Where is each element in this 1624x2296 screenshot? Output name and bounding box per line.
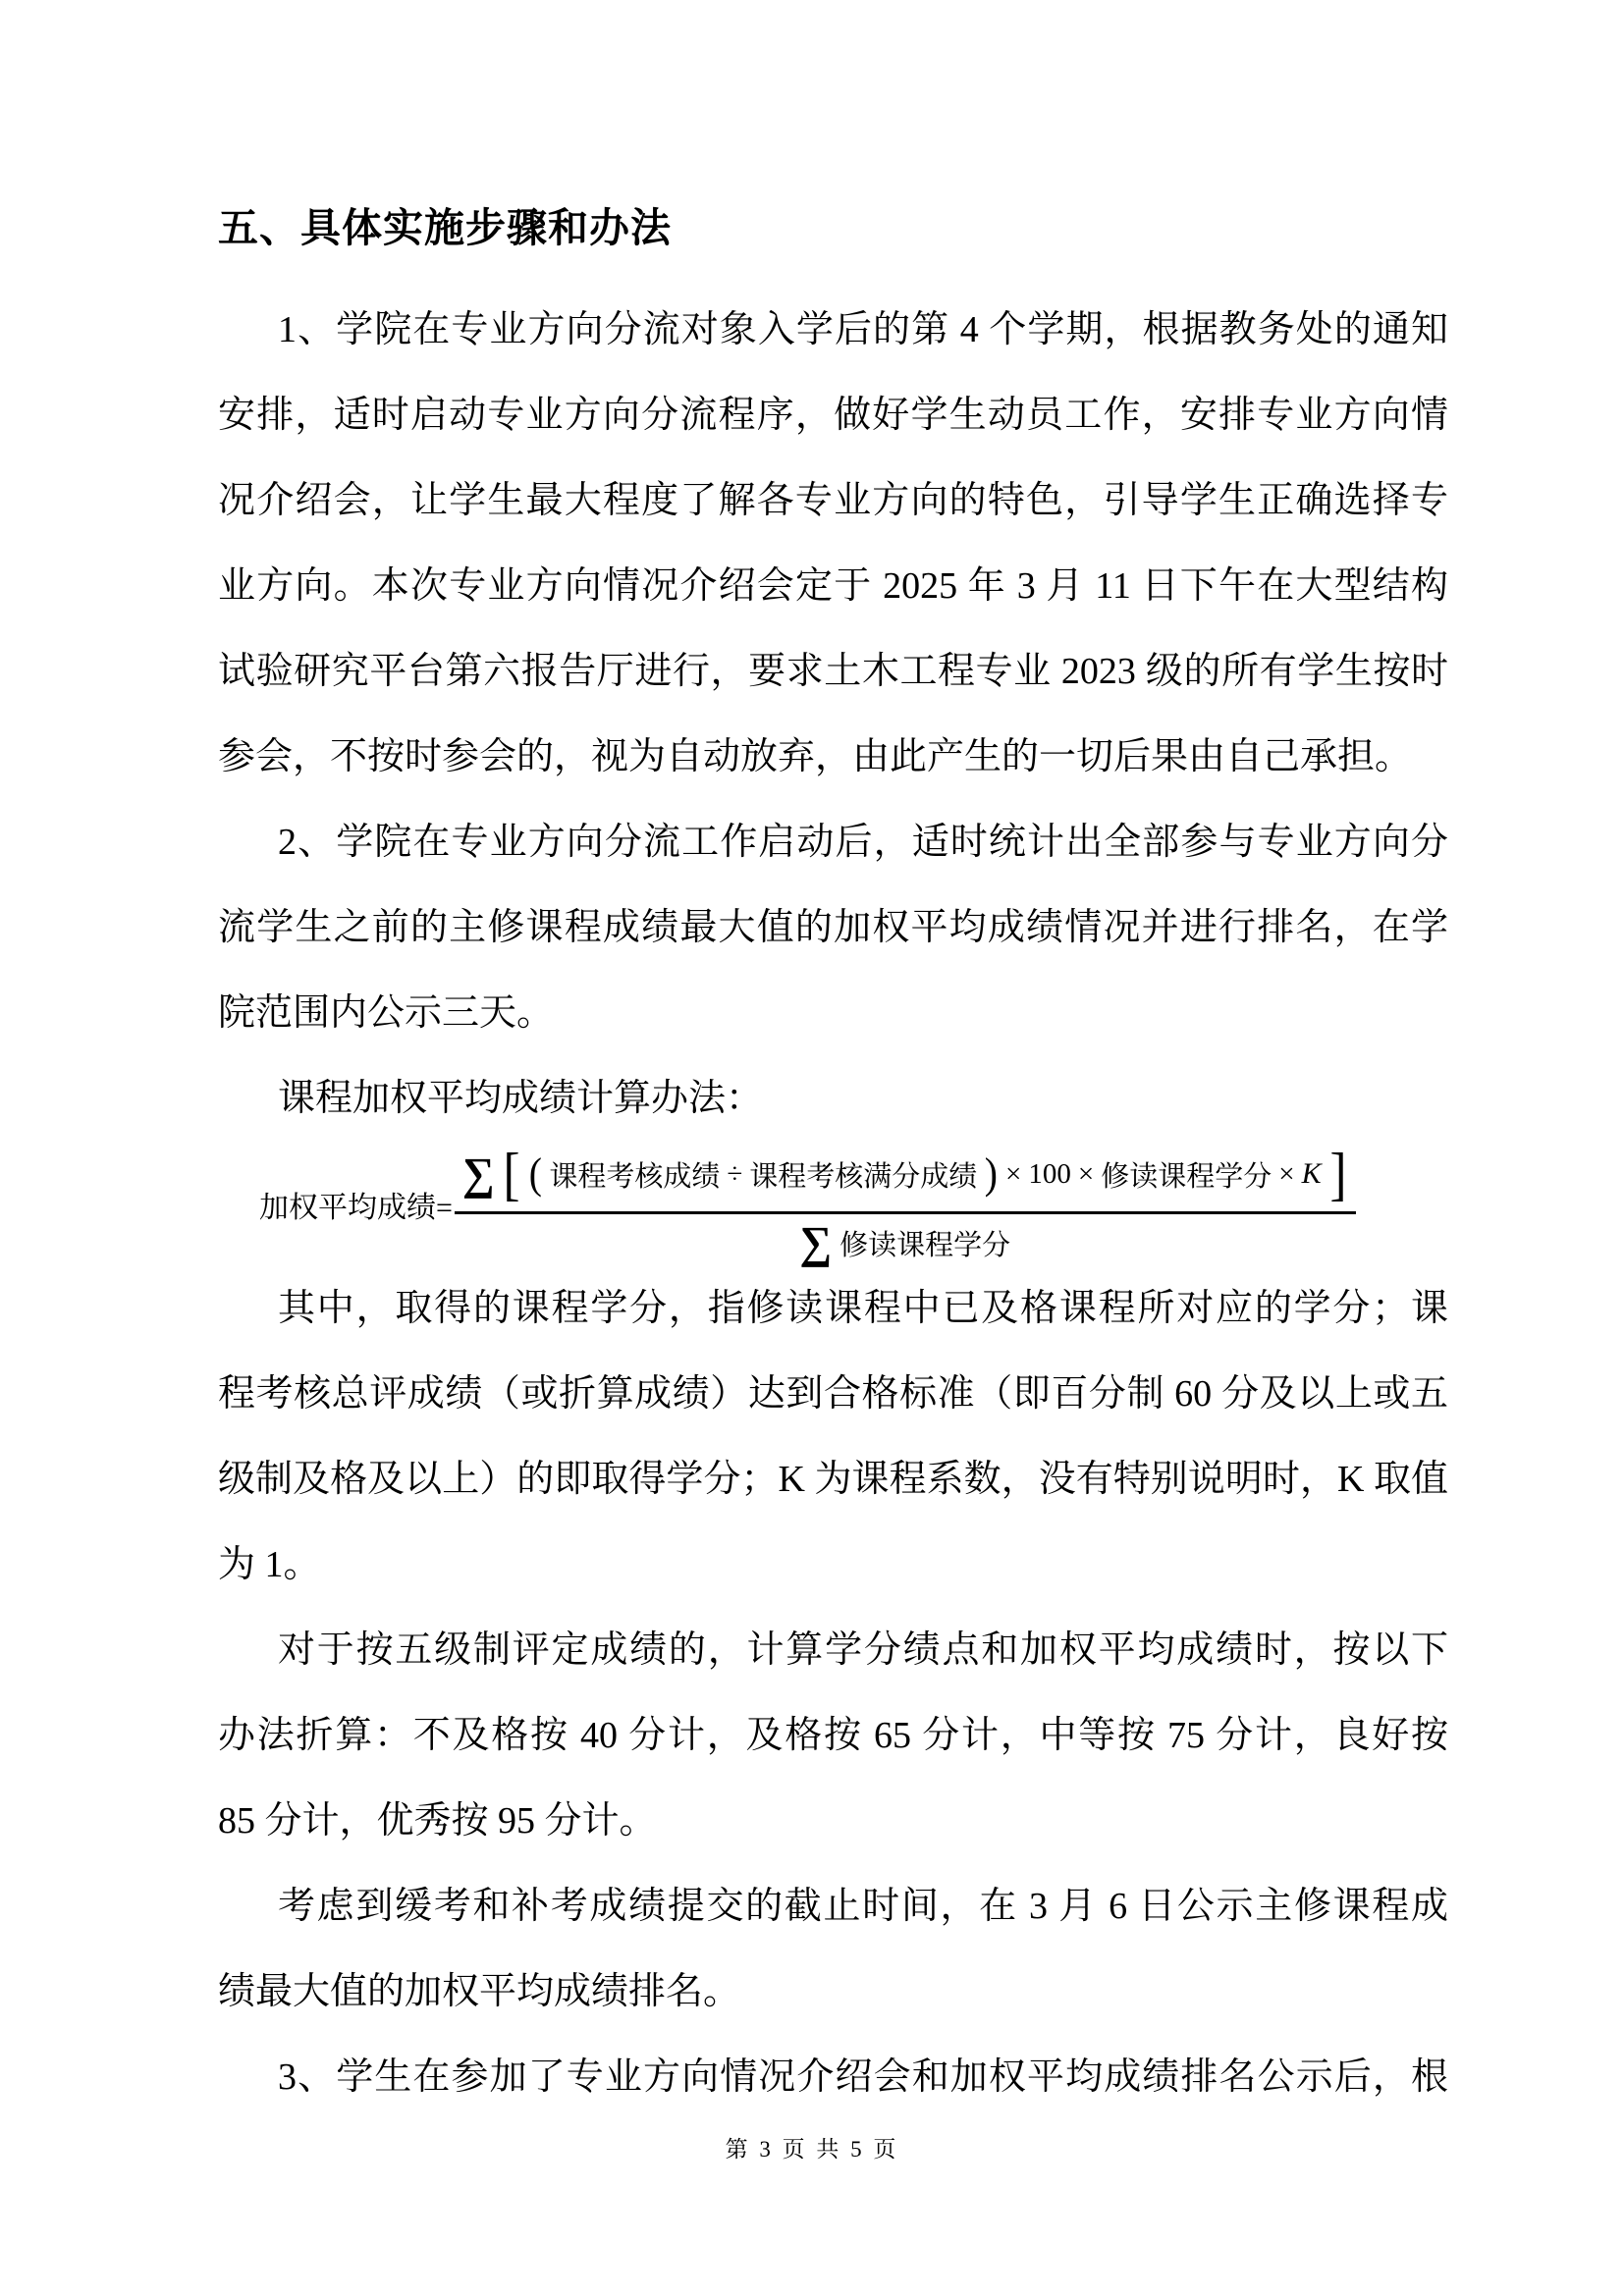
text-line: 试验研究平台第六报告厅进行，要求土木工程专业 2023 级的所有学生按时 — [218, 651, 1448, 692]
close-bracket: ] — [1329, 1142, 1347, 1206]
open-paren: ( — [528, 1149, 542, 1198]
section-heading: 五、具体实施步骤和办法 — [218, 205, 672, 250]
text-line: 绩最大值的加权平均成绩排名。 — [218, 1971, 741, 2012]
term-exam-score: 课程考核成绩 — [549, 1160, 721, 1193]
sigma-symbol: ∑ — [461, 1148, 495, 1199]
close-paren: ) — [985, 1149, 999, 1198]
text-line: 85 分计，优秀按 95 分计。 — [218, 1800, 657, 1842]
constant-100: 100 — [1028, 1157, 1071, 1190]
divide-operator: ÷ — [727, 1157, 743, 1190]
text-line: 考虑到缓考和补考成绩提交的截止时间，在 3 月 6 日公示主修课程成 — [278, 1886, 1448, 1927]
text-line: 参会，不按时参会的，视为自动放弃，由此产生的一切后果由自己承担。 — [218, 736, 1413, 777]
text-line: 课程加权平均成绩计算办法： — [278, 1078, 764, 1119]
text-line: 1、学院在专业方向分流对象入学后的第 4 个学期，根据教务处的通知 — [278, 309, 1448, 350]
text-line: 程考核总评成绩（或折算成绩）达到合格标准（即百分制 60 分及以上或五 — [218, 1373, 1448, 1415]
formula-label: 加权平均成绩= — [259, 1191, 453, 1224]
text-line: 院范围内公示三天。 — [218, 992, 555, 1034]
term-course-credits: 修读课程学分 — [839, 1229, 1011, 1261]
coefficient-k: K — [1301, 1157, 1322, 1190]
term-course-credits: 修读课程学分 — [1101, 1160, 1272, 1193]
weighted-average-formula — [218, 1142, 1448, 1266]
document-content — [218, 186, 1448, 2120]
times-operator: × — [1077, 1157, 1095, 1190]
page-number-text: 第 3 页 共 5 页 — [725, 2137, 899, 2162]
open-bracket: [ — [503, 1142, 520, 1206]
formula-numerator — [455, 1143, 1356, 1214]
times-operator: × — [1278, 1157, 1295, 1190]
term-full-score: 课程考核满分成绩 — [749, 1160, 978, 1193]
text-line: 3、学生在参加了专业方向情况介绍会和加权平均成绩排名公示后，根 — [278, 2056, 1448, 2098]
text-line: 办法折算：不及格按 40 分计，及格按 65 分计，中等按 75 分计，良好按 — [218, 1715, 1448, 1756]
text-line: 况介绍会，让学生最大程度了解各专业方向的特色，引导学生正确选择专 — [218, 480, 1448, 521]
text-line: 其中，取得的课程学分，指修读课程中已及格课程所对应的学分；课 — [278, 1288, 1448, 1329]
text-line: 2、学院在专业方向分流工作启动后，适时统计出全部参与专业方向分 — [278, 822, 1448, 863]
page-number-footer — [0, 2128, 1624, 2171]
formula-fraction — [455, 1143, 1356, 1265]
sigma-symbol: ∑ — [799, 1217, 833, 1267]
text-line: 为 1。 — [218, 1544, 321, 1585]
text-line: 安排，适时启动专业方向分流程序，做好学生动员工作，安排专业方向情 — [218, 395, 1448, 436]
text-line: 对于按五级制评定成绩的，计算学分绩点和加权平均成绩时，按以下 — [278, 1629, 1448, 1671]
text-line: 级制及格及以上）的即取得学分；K 为课程系数，没有特别说明时，K 取值 — [218, 1459, 1448, 1500]
text-line: 流学生之前的主修课程成绩最大值的加权平均成绩情况并进行排名，在学 — [218, 907, 1448, 948]
text-line: 业方向。本次专业方向情况介绍会定于 2025 年 3 月 11 日下午在大型结构 — [218, 565, 1448, 607]
times-operator: × — [1004, 1157, 1022, 1190]
formula-denominator — [799, 1214, 1010, 1265]
